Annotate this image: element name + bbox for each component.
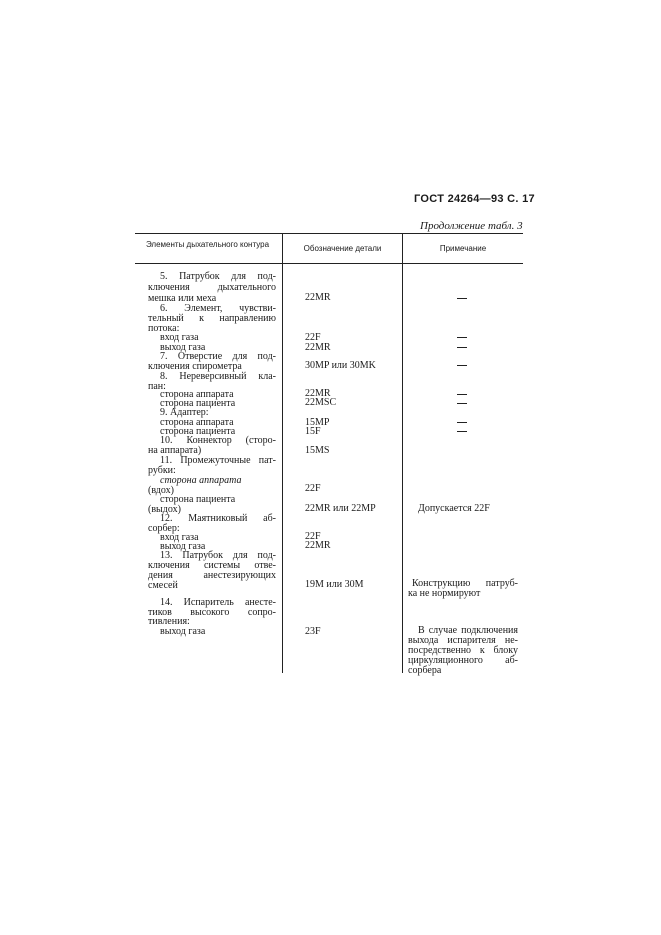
column-header-elements: Элементы дыхательного контура [145, 240, 270, 249]
row13-designation: 19M или 30M [305, 579, 364, 590]
row6-element-line1: 6. Элемент, чувстви- [160, 303, 276, 314]
column-divider-1 [282, 233, 283, 673]
row11-sub2-label: сторона пациента [160, 494, 236, 505]
row10-element-line1: 10. Коннектор (сторо- [160, 435, 276, 446]
row13-note-line1: Конструкцию патруб- [412, 578, 518, 589]
row10-designation: 15MS [305, 445, 330, 456]
row9-sub2-label: сторона пациента [160, 426, 236, 437]
row11-sub1-label2: (вдох) [148, 485, 174, 496]
row8-sub2-label: сторона пациента [160, 398, 236, 409]
table-top-rule [135, 233, 523, 234]
row13-note-line2: ка не нормируют [408, 588, 481, 599]
row12-element-line1: 12. Маятниковый аб- [160, 513, 276, 524]
row14-element-line3: тивления: [148, 616, 190, 627]
row5-designation: 22MR [305, 292, 331, 303]
row13-element-line4: смесей [148, 580, 178, 591]
row12-sub1-label: вход газа [160, 532, 199, 543]
column-header-note: Примечание [439, 244, 487, 253]
row6-sub1-note-dash [457, 337, 467, 338]
row14-note-line3: посредственно к блоку [408, 645, 518, 656]
row6-sub2-note-dash [457, 347, 467, 348]
standard-header: ГОСТ 24264—93 С. 17 [414, 193, 535, 205]
row8-element-line1: 8. Нереверсивный кла- [160, 371, 276, 382]
row11-sub2-note: Допускается 22F [418, 503, 490, 514]
row6-sub2-designation: 22MR [305, 342, 331, 353]
row11-element-line1: 11. Промежуточные пат- [160, 455, 276, 466]
row10-element-line2: на аппарата) [148, 445, 202, 456]
row9-sub1-designation: 15MP [305, 417, 330, 428]
row11-sub2-designation: 22MR или 22MP [305, 503, 376, 514]
row14-note-line1: В случае подключения [418, 625, 518, 636]
row14-note-line2: выхода испарителя не- [408, 635, 518, 646]
row13-element-line3: дения анестезирующих [148, 570, 276, 581]
row9-sub1-label: сторона аппарата [160, 417, 234, 428]
column-header-designation: Обозначение детали [303, 244, 382, 253]
row14-note-line4: циркуляционного аб- [408, 655, 518, 666]
row12-sub2-designation: 22MR [305, 540, 331, 551]
row8-element-line2: пан: [148, 381, 166, 392]
row14-element-line2: тиков высокого сопро- [148, 607, 276, 618]
row7-element-line1: 7. Отверстие для под- [160, 351, 276, 362]
row11-sub1-designation: 22F [305, 483, 321, 494]
row7-element-line2: ключения спирометра [148, 361, 242, 372]
row14-note-line5: сорбера [408, 665, 442, 676]
row13-element-line2: ключения системы отве- [148, 560, 276, 571]
row6-element-line2: тельный к направлению [148, 313, 276, 324]
column-divider-2 [402, 233, 403, 673]
row8-sub1-label: сторона аппарата [160, 389, 234, 400]
row11-sub1-label: сторона аппарата [160, 475, 242, 486]
table-header-rule [135, 263, 523, 264]
row11-sub2-label2: (выдох) [148, 504, 181, 515]
table-continuation-label: Продолжение табл. 3 [420, 220, 523, 232]
row5-element-line2: ключения дыхательного [148, 282, 276, 293]
row9-sub2-designation: 15F [305, 426, 321, 437]
row8-sub2-designation: 22MSC [305, 397, 337, 408]
row5-note-dash [457, 298, 467, 299]
row8-sub1-note-dash [457, 394, 467, 395]
row7-designation: 30MP или 30MK [305, 360, 376, 371]
row13-element-line1: 13. Патрубок для под- [160, 550, 276, 561]
row9-sub2-note-dash [457, 431, 467, 432]
row14-sub1-label: выход газа [160, 626, 206, 637]
row14-element-line1: 14. Испаритель анесте- [160, 597, 276, 608]
row9-sub1-note-dash [457, 422, 467, 423]
row12-sub2-label: выход газа [160, 541, 206, 552]
row11-element-line2: рубки: [148, 465, 176, 476]
row12-element-line2: сорбер: [148, 523, 180, 534]
row9-element-line1: 9. Адаптер: [160, 407, 209, 418]
row5-element-line1: 5. Патрубок для под- [160, 271, 276, 282]
row8-sub1-designation: 22MR [305, 388, 331, 399]
row6-sub2-label: выход газа [160, 342, 206, 353]
row7-note-dash [457, 365, 467, 366]
row6-sub1-designation: 22F [305, 332, 321, 343]
row12-sub1-designation: 22F [305, 531, 321, 542]
row6-sub1-label: вход газа [160, 332, 199, 343]
row5-element-line3: мешка или меха [148, 293, 217, 304]
row8-sub2-note-dash [457, 403, 467, 404]
row6-element-line3: потока: [148, 323, 180, 334]
row14-sub1-designation: 23F [305, 626, 321, 637]
